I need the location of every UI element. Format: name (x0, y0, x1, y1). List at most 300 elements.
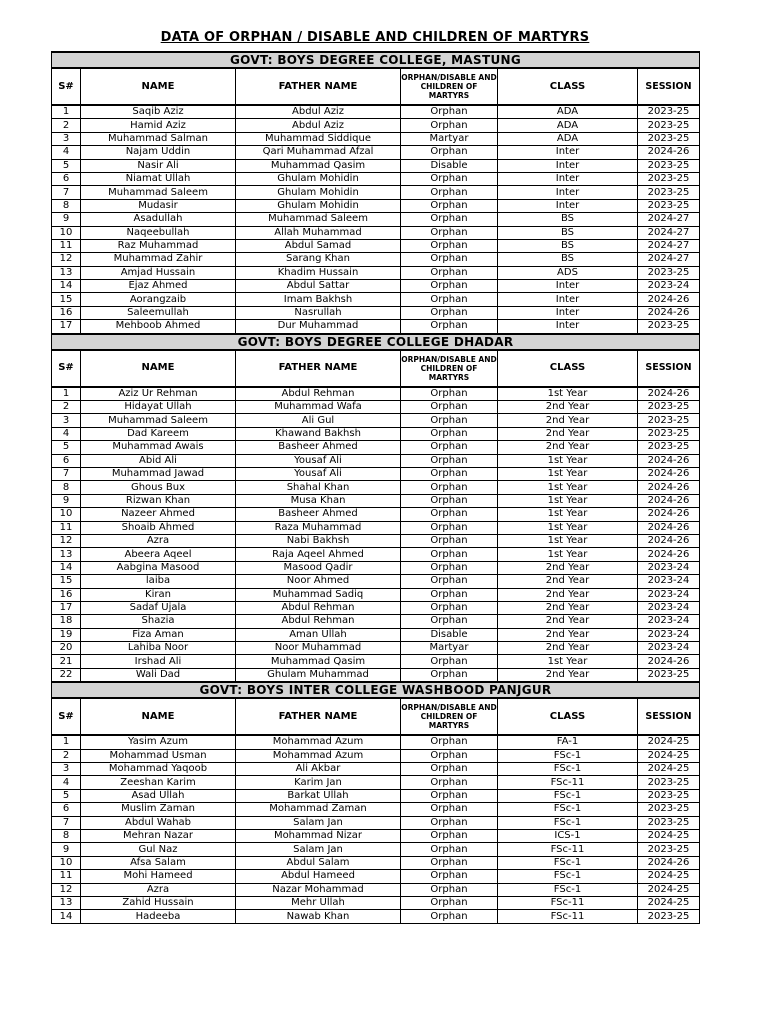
header-status: ORPHAN/DISABLE AND CHILDREN OF MARTYRS (401, 698, 498, 735)
cell-status: Martyar (401, 642, 498, 655)
cell-sn: 22 (52, 668, 81, 682)
cell-class: FSc-11 (498, 776, 638, 789)
cell-name: Gul Naz (81, 843, 236, 856)
cell-session: 2023-25 (638, 668, 700, 682)
cell-sn: 14 (52, 561, 81, 574)
cell-sn: 9 (52, 843, 81, 856)
cell-sn: 8 (52, 199, 81, 212)
cell-father-name: Mohammad Azum (236, 735, 401, 749)
cell-class: FSc-11 (498, 896, 638, 909)
table-row (52, 159, 700, 172)
cell-status: Orphan (401, 615, 498, 628)
cell-father-name: Raja Aqeel Ahmed (236, 548, 401, 561)
cell-name: Asad Ullah (81, 789, 236, 802)
cell-session: 2024-27 (638, 253, 700, 266)
cell-name: Asadullah (81, 213, 236, 226)
cell-session: 2023-25 (638, 843, 700, 856)
table-row (52, 749, 700, 762)
cell-status: Orphan (401, 763, 498, 776)
cell-name: Azra (81, 534, 236, 547)
cell-sn: 18 (52, 615, 81, 628)
cell-session: 2024-26 (638, 454, 700, 467)
table-row (52, 186, 700, 199)
cell-name: Muhammad Zahir (81, 253, 236, 266)
cell-father-name: Abdul Rehman (236, 615, 401, 628)
header-sn: S# (52, 68, 81, 105)
cell-class: ICS-1 (498, 829, 638, 842)
cell-class: BS (498, 226, 638, 239)
cell-sn: 3 (52, 132, 81, 145)
cell-sn: 14 (52, 280, 81, 293)
section-title: GOVT: BOYS DEGREE COLLEGE, MASTUNG (52, 52, 700, 68)
table-row (52, 816, 700, 829)
cell-status: Orphan (401, 293, 498, 306)
cell-session: 2023-25 (638, 816, 700, 829)
cell-sn: 4 (52, 427, 81, 440)
table-row (52, 226, 700, 239)
cell-father-name: Shahal Khan (236, 481, 401, 494)
cell-father-name: Basheer Ahmed (236, 508, 401, 521)
cell-status: Orphan (401, 320, 498, 334)
header-class: CLASS (498, 350, 638, 387)
cell-name: Muhammad Awais (81, 441, 236, 454)
cell-session: 2024-26 (638, 387, 700, 401)
cell-father-name: Khawand Bakhsh (236, 427, 401, 440)
cell-father-name: Abdul Aziz (236, 119, 401, 132)
cell-status: Orphan (401, 749, 498, 762)
cell-session: 2023-25 (638, 803, 700, 816)
cell-status: Orphan (401, 575, 498, 588)
cell-session: 2023-25 (638, 441, 700, 454)
cell-session: 2024-26 (638, 481, 700, 494)
cell-class: 1st Year (498, 481, 638, 494)
table-row (52, 172, 700, 185)
cell-father-name: Khadim Hussain (236, 266, 401, 279)
table-row (52, 829, 700, 842)
cell-name: Muhammad Salman (81, 132, 236, 145)
header-name: NAME (81, 698, 236, 735)
cell-sn: 6 (52, 454, 81, 467)
cell-name: Aabgina Masood (81, 561, 236, 574)
cell-sn: 4 (52, 776, 81, 789)
cell-status: Orphan (401, 401, 498, 414)
cell-status: Orphan (401, 454, 498, 467)
cell-class: ADS (498, 266, 638, 279)
cell-class: FSc-1 (498, 749, 638, 762)
cell-name: Afsa Salam (81, 856, 236, 869)
cell-sn: 10 (52, 508, 81, 521)
table-row (52, 588, 700, 601)
cell-class: FSc-1 (498, 763, 638, 776)
table-row (52, 910, 700, 923)
cell-class: 1st Year (498, 655, 638, 668)
cell-sn: 11 (52, 239, 81, 252)
cell-status: Orphan (401, 561, 498, 574)
cell-class: Inter (498, 293, 638, 306)
cell-name: Dad Kareem (81, 427, 236, 440)
cell-session: 2024-26 (638, 146, 700, 159)
cell-status: Disable (401, 159, 498, 172)
cell-sn: 19 (52, 628, 81, 641)
cell-sn: 4 (52, 146, 81, 159)
cell-status: Orphan (401, 186, 498, 199)
cell-sn: 8 (52, 481, 81, 494)
header-sn: S# (52, 350, 81, 387)
cell-father-name: Salam Jan (236, 843, 401, 856)
cell-session: 2024-26 (638, 494, 700, 507)
cell-sn: 1 (52, 387, 81, 401)
cell-father-name: Mehr Ullah (236, 896, 401, 909)
cell-status: Orphan (401, 387, 498, 401)
cell-status: Orphan (401, 910, 498, 923)
cell-sn: 20 (52, 642, 81, 655)
cell-status: Orphan (401, 655, 498, 668)
cell-sn: 11 (52, 521, 81, 534)
cell-status: Orphan (401, 735, 498, 749)
cell-father-name: Abdul Rehman (236, 387, 401, 401)
cell-father-name: Mohammad Nizar (236, 829, 401, 842)
cell-status: Orphan (401, 548, 498, 561)
cell-class: 2nd Year (498, 401, 638, 414)
cell-father-name: Abdul Samad (236, 239, 401, 252)
cell-name: Saleemullah (81, 306, 236, 319)
cell-sn: 5 (52, 789, 81, 802)
cell-session: 2024-26 (638, 521, 700, 534)
cell-name: Azra (81, 883, 236, 896)
cell-sn: 5 (52, 159, 81, 172)
cell-name: Wali Dad (81, 668, 236, 682)
cell-father-name: Abdul Sattar (236, 280, 401, 293)
table-row (52, 146, 700, 159)
cell-status: Orphan (401, 199, 498, 212)
cell-session: 2023-24 (638, 280, 700, 293)
cell-status: Orphan (401, 119, 498, 132)
cell-session: 2023-25 (638, 159, 700, 172)
cell-class: FSc-11 (498, 843, 638, 856)
cell-session: 2023-24 (638, 588, 700, 601)
cell-name: Irshad Ali (81, 655, 236, 668)
cell-sn: 17 (52, 320, 81, 334)
cell-name: Abdul Wahab (81, 816, 236, 829)
table-row (52, 401, 700, 414)
table-row (52, 615, 700, 628)
cell-class: BS (498, 253, 638, 266)
cell-father-name: Raza Muhammad (236, 521, 401, 534)
table-row (52, 427, 700, 440)
cell-name: Mohammad Yaqoob (81, 763, 236, 776)
cell-session: 2023-25 (638, 172, 700, 185)
cell-class: FSc-1 (498, 883, 638, 896)
cell-class: ADA (498, 132, 638, 145)
table-row (52, 320, 700, 334)
cell-sn: 21 (52, 655, 81, 668)
cell-status: Martyar (401, 132, 498, 145)
cell-father-name: Imam Bakhsh (236, 293, 401, 306)
cell-class: 1st Year (498, 521, 638, 534)
cell-class: 2nd Year (498, 601, 638, 614)
cell-session: 2023-25 (638, 266, 700, 279)
cell-father-name: Nawab Khan (236, 910, 401, 923)
cell-status: Orphan (401, 896, 498, 909)
cell-sn: 16 (52, 306, 81, 319)
cell-sn: 13 (52, 266, 81, 279)
cell-session: 2023-25 (638, 427, 700, 440)
cell-name: Kiran (81, 588, 236, 601)
cell-class: Inter (498, 172, 638, 185)
cell-sn: 2 (52, 119, 81, 132)
cell-name: Naqeebullah (81, 226, 236, 239)
cell-name: Zahid Hussain (81, 896, 236, 909)
cell-session: 2023-25 (638, 199, 700, 212)
cell-father-name: Sarang Khan (236, 253, 401, 266)
cell-status: Orphan (401, 213, 498, 226)
table-row (52, 628, 700, 641)
cell-sn: 12 (52, 883, 81, 896)
cell-class: 1st Year (498, 508, 638, 521)
table-row (52, 239, 700, 252)
cell-name: Aorangzaib (81, 293, 236, 306)
cell-name: Saqib Aziz (81, 105, 236, 119)
cell-session: 2023-24 (638, 615, 700, 628)
cell-name: Muhammad Jawad (81, 467, 236, 480)
cell-status: Orphan (401, 789, 498, 802)
table-row (52, 548, 700, 561)
table-row (52, 763, 700, 776)
cell-class: 1st Year (498, 548, 638, 561)
cell-father-name: Musa Khan (236, 494, 401, 507)
cell-class: Inter (498, 146, 638, 159)
column-header-row (52, 68, 700, 105)
cell-class: FA-1 (498, 735, 638, 749)
cell-class: 2nd Year (498, 427, 638, 440)
cell-name: Ejaz Ahmed (81, 280, 236, 293)
cell-session: 2023-24 (638, 628, 700, 641)
cell-session: 2024-25 (638, 735, 700, 749)
cell-father-name: Nasrullah (236, 306, 401, 319)
cell-sn: 9 (52, 494, 81, 507)
document-title: DATA OF ORPHAN / DISABLE AND CHILDREN OF MARTYRS (160, 30, 590, 45)
cell-father-name: Muhammad Qasim (236, 159, 401, 172)
records-table (51, 51, 700, 924)
cell-class: FSc-11 (498, 910, 638, 923)
cell-class: 1st Year (498, 467, 638, 480)
cell-status: Orphan (401, 427, 498, 440)
cell-sn: 10 (52, 226, 81, 239)
header-father-name: FATHER NAME (236, 68, 401, 105)
cell-status: Orphan (401, 803, 498, 816)
cell-sn: 2 (52, 401, 81, 414)
table-row (52, 896, 700, 909)
cell-status: Orphan (401, 856, 498, 869)
table-row (52, 387, 700, 401)
cell-name: Fiza Aman (81, 628, 236, 641)
cell-class: BS (498, 213, 638, 226)
cell-sn: 14 (52, 910, 81, 923)
cell-status: Orphan (401, 481, 498, 494)
cell-father-name: Ghulam Mohidin (236, 172, 401, 185)
cell-session: 2023-25 (638, 320, 700, 334)
header-father-name: FATHER NAME (236, 350, 401, 387)
cell-name: Mohammad Usman (81, 749, 236, 762)
table-row (52, 306, 700, 319)
cell-session: 2023-25 (638, 186, 700, 199)
cell-status: Orphan (401, 668, 498, 682)
cell-father-name: Noor Ahmed (236, 575, 401, 588)
cell-name: Hamid Aziz (81, 119, 236, 132)
cell-father-name: Aman Ullah (236, 628, 401, 641)
cell-sn: 7 (52, 186, 81, 199)
cell-status: Orphan (401, 306, 498, 319)
cell-session: 2024-27 (638, 226, 700, 239)
table-row (52, 521, 700, 534)
cell-status: Orphan (401, 239, 498, 252)
cell-status: Orphan (401, 494, 498, 507)
cell-session: 2023-24 (638, 575, 700, 588)
cell-sn: 15 (52, 575, 81, 588)
records-table-body (52, 52, 700, 923)
cell-sn: 16 (52, 588, 81, 601)
cell-session: 2024-26 (638, 534, 700, 547)
header-session: SESSION (638, 68, 700, 105)
cell-name: Lahiba Noor (81, 642, 236, 655)
cell-status: Orphan (401, 146, 498, 159)
cell-class: FSc-1 (498, 856, 638, 869)
cell-status: Orphan (401, 829, 498, 842)
cell-session: 2024-25 (638, 870, 700, 883)
cell-class: 2nd Year (498, 628, 638, 641)
cell-status: Orphan (401, 280, 498, 293)
table-row (52, 856, 700, 869)
table-row (52, 776, 700, 789)
cell-session: 2023-25 (638, 789, 700, 802)
header-class: CLASS (498, 698, 638, 735)
cell-session: 2024-25 (638, 883, 700, 896)
cell-name: Mohi Hameed (81, 870, 236, 883)
cell-session: 2024-26 (638, 508, 700, 521)
cell-status: Orphan (401, 521, 498, 534)
cell-session: 2023-25 (638, 105, 700, 119)
cell-class: 2nd Year (498, 575, 638, 588)
cell-sn: 6 (52, 803, 81, 816)
cell-sn: 7 (52, 467, 81, 480)
cell-status: Orphan (401, 172, 498, 185)
table-row (52, 280, 700, 293)
cell-class: FSc-1 (498, 803, 638, 816)
cell-father-name: Ali Akbar (236, 763, 401, 776)
table-row (52, 119, 700, 132)
cell-status: Orphan (401, 467, 498, 480)
cell-father-name: Muhammad Saleem (236, 213, 401, 226)
cell-father-name: Muhammad Wafa (236, 401, 401, 414)
cell-status: Orphan (401, 508, 498, 521)
cell-father-name: Ali Gul (236, 414, 401, 427)
cell-status: Orphan (401, 776, 498, 789)
cell-sn: 5 (52, 441, 81, 454)
cell-class: FSc-1 (498, 870, 638, 883)
cell-father-name: Yousaf Ali (236, 467, 401, 480)
header-sn: S# (52, 698, 81, 735)
cell-session: 2024-25 (638, 829, 700, 842)
cell-session: 2024-26 (638, 306, 700, 319)
cell-session: 2023-24 (638, 642, 700, 655)
cell-class: 2nd Year (498, 588, 638, 601)
cell-sn: 7 (52, 816, 81, 829)
cell-session: 2023-25 (638, 910, 700, 923)
header-status: ORPHAN/DISABLE AND CHILDREN OF MARTYRS (401, 68, 498, 105)
cell-sn: 3 (52, 414, 81, 427)
cell-status: Orphan (401, 816, 498, 829)
cell-sn: 12 (52, 253, 81, 266)
cell-class: 2nd Year (498, 668, 638, 682)
table-row (52, 253, 700, 266)
table-row (52, 293, 700, 306)
header-father-name: FATHER NAME (236, 698, 401, 735)
table-row (52, 870, 700, 883)
cell-name: Mehboob Ahmed (81, 320, 236, 334)
cell-session: 2024-26 (638, 293, 700, 306)
cell-name: Niamat Ullah (81, 172, 236, 185)
table-row (52, 414, 700, 427)
cell-name: Shoaib Ahmed (81, 521, 236, 534)
header-name: NAME (81, 350, 236, 387)
table-row (52, 803, 700, 816)
cell-status: Disable (401, 628, 498, 641)
cell-session: 2024-25 (638, 749, 700, 762)
cell-class: Inter (498, 199, 638, 212)
cell-class: Inter (498, 320, 638, 334)
cell-class: ADA (498, 119, 638, 132)
cell-sn: 12 (52, 534, 81, 547)
cell-status: Orphan (401, 226, 498, 239)
table-row (52, 575, 700, 588)
cell-status: Orphan (401, 534, 498, 547)
cell-name: Mehran Nazar (81, 829, 236, 842)
cell-father-name: Dur Muhammad (236, 320, 401, 334)
cell-class: Inter (498, 280, 638, 293)
cell-class: 2nd Year (498, 414, 638, 427)
cell-father-name: Masood Qadir (236, 561, 401, 574)
cell-father-name: Nazar Mohammad (236, 883, 401, 896)
header-name: NAME (81, 68, 236, 105)
cell-sn: 8 (52, 829, 81, 842)
cell-session: 2024-27 (638, 213, 700, 226)
header-session: SESSION (638, 698, 700, 735)
cell-status: Orphan (401, 414, 498, 427)
table-row (52, 642, 700, 655)
cell-class: 1st Year (498, 534, 638, 547)
table-row (52, 481, 700, 494)
section-header-row (52, 334, 700, 350)
cell-sn: 2 (52, 749, 81, 762)
cell-father-name: Salam Jan (236, 816, 401, 829)
cell-name: Sadaf Ujala (81, 601, 236, 614)
cell-status: Orphan (401, 843, 498, 856)
cell-father-name: Abdul Rehman (236, 601, 401, 614)
column-header-row (52, 350, 700, 387)
cell-session: 2023-25 (638, 132, 700, 145)
table-row (52, 668, 700, 682)
cell-father-name: Mohammad Zaman (236, 803, 401, 816)
cell-session: 2023-25 (638, 414, 700, 427)
table-row (52, 266, 700, 279)
cell-father-name: Karim Jan (236, 776, 401, 789)
cell-class: FSc-1 (498, 816, 638, 829)
cell-sn: 15 (52, 293, 81, 306)
table-row (52, 132, 700, 145)
cell-sn: 1 (52, 105, 81, 119)
cell-father-name: Muhammad Qasim (236, 655, 401, 668)
cell-session: 2023-24 (638, 601, 700, 614)
